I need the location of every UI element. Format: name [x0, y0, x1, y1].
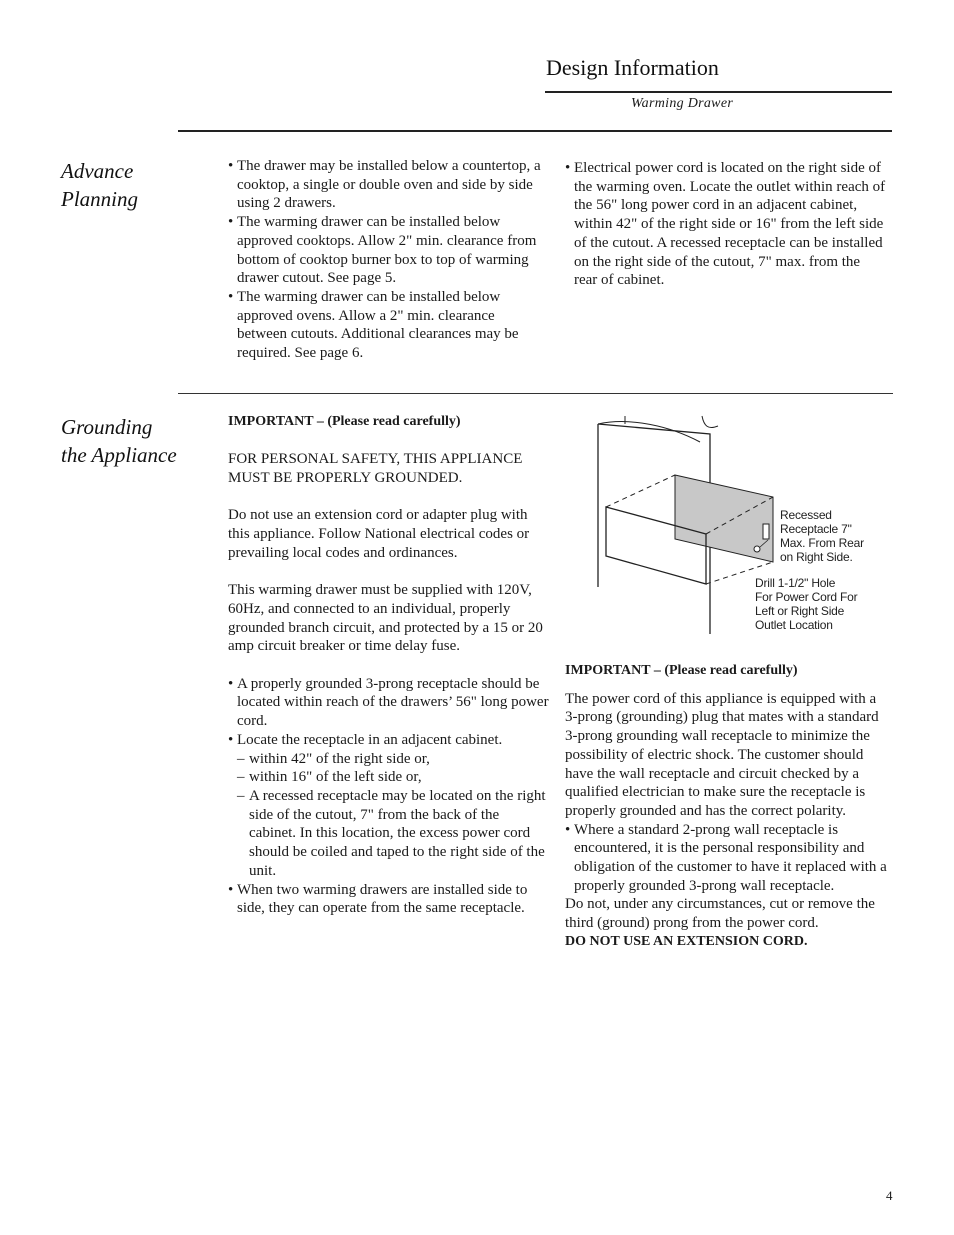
extension-cord-warning: DO NOT USE AN EXTENSION CORD.	[565, 933, 808, 949]
section-heading-advance-planning: Advance Planning	[61, 159, 138, 211]
dash-item: – within 16" of the left side or,	[237, 768, 550, 787]
receptacle-label: Recessed Receptacle 7" Max. From Rear on Right Side.	[780, 508, 864, 564]
section-heading-grounding: Grounding the Appliance	[61, 415, 177, 467]
page-number: 4	[886, 1188, 893, 1203]
important-heading: IMPORTANT – (Please read carefully)	[565, 663, 798, 678]
grounding-column-2	[565, 662, 887, 952]
header-divider	[178, 130, 892, 132]
list-item: • Electrical power cord is located on the right side of the warming oven. Locate the outlet within reach of the 56" long power cord in an adjacent cabinet, within 42" of the right side or 16" from the left side of the cutout. A recessed receptacle can be installed on the right side of the cutout, 7" max. from the rear of cabinet.	[565, 159, 887, 290]
power-cord-paragraph: The power cord of this appliance is equipped with a 3-prong (grounding) plug that mates with a standard 3-prong grounding wall receptacle to minimize the possibility of electric shock. The customer should have the wall receptacle and circuit checked by a qualified electrician to make sure the receptacle is properly grounded and has the correct polarity.	[565, 690, 879, 819]
advance-planning-column-2	[565, 159, 887, 290]
advance-planning-column-1	[228, 157, 546, 363]
dash-item: – within 42" of the right side or,	[237, 750, 550, 769]
list-item: • Where a standard 2-prong wall receptacle is encountered, it is the personal responsibility and obligation of the customer to have it replaced with a properly grounded 3-prong wall receptacle.	[565, 821, 887, 896]
page-title: Design Information	[546, 55, 719, 80]
grounding-column-1	[228, 413, 550, 918]
section-divider	[178, 393, 893, 394]
extension-cord-paragraph: Do not use an extension cord or adapter plug with this appliance. Follow National electrical codes or prevailing local codes and ordinances.	[228, 507, 530, 561]
list-item: • The drawer may be installed below a countertop, a cooktop, a single or double oven and side by side using 2 drawers.	[228, 157, 546, 213]
supply-paragraph: This warming drawer must be supplied with 120V, 60Hz, and connected to an individual, properly grounded branch circuit, and protected by a 15 or 20 amp circuit breaker or time delay fuse.	[228, 582, 543, 655]
list-item: • The warming drawer can be installed below approved ovens. Allow a 2" min. clearance between cutouts. Additional clearances may be required. See page 6.	[228, 288, 546, 363]
header-rule	[545, 91, 892, 93]
list-item: • When two warming drawers are installed side to side, they can operate from the same receptacle.	[228, 881, 550, 918]
drill-hole-label: Drill 1-1/2" Hole For Power Cord For Left or Right Side Outlet Location	[755, 576, 858, 632]
ground-prong-paragraph: Do not, under any circumstances, cut or remove the third (ground) prong from the power cord.	[565, 896, 875, 932]
important-heading: IMPORTANT – (Please read carefully)	[228, 414, 461, 429]
page-subtitle: Warming Drawer	[631, 96, 734, 111]
list-item: • Locate the receptacle in an adjacent cabinet. – within 42" of the right side or, – within 16" of the left side or, – A recessed receptacle may be located on the right side of the cutout, 7" from the back of the cabinet. In this location, the excess power cord should be coiled and taped to the right side of the unit.	[228, 731, 550, 881]
safety-statement: FOR PERSONAL SAFETY, THIS APPLIANCE MUST BE PROPERLY GROUNDED.	[228, 451, 523, 487]
list-item: • A properly grounded 3-prong receptacle should be located within reach of the drawers’ 56" long power cord.	[228, 675, 550, 731]
dash-item: – A recessed receptacle may be located on the right side of the cutout, 7" from the back of the cabinet. In this location, the excess power cord should be coiled and taped to the right side of the unit.	[237, 787, 550, 881]
list-item: • The warming drawer can be installed below approved cooktops. Allow 2" min. clearance from bottom of cooktop burner box to top of warming drawer cutout. See page 5.	[228, 213, 546, 288]
